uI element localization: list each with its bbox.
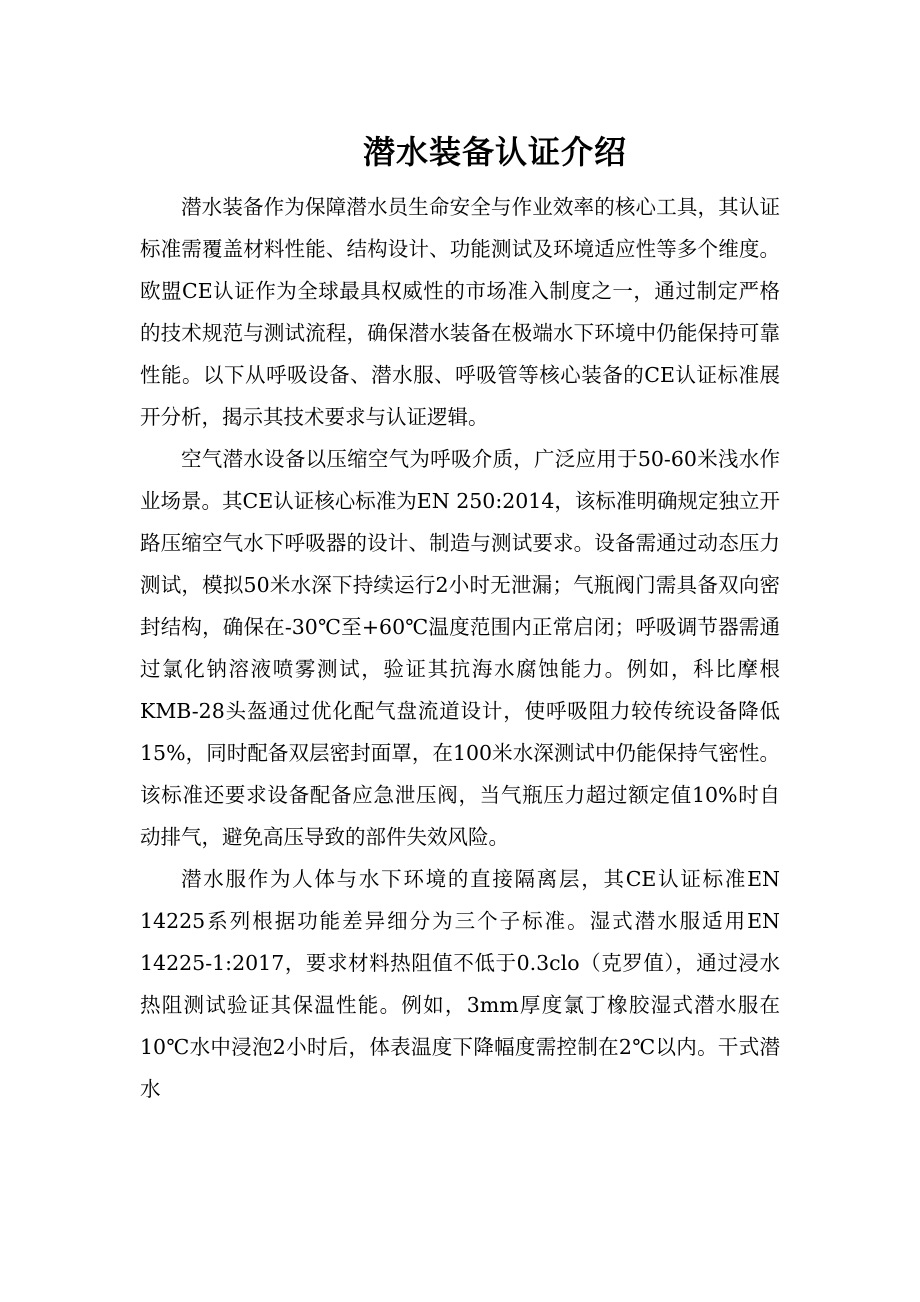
paragraph-2: 空气潜水设备以压缩空气为呼吸介质，广泛应用于50-60米浅水作业场景。其CE认证核心标准为EN 250:2014，该标准明确规定独立开路压缩空气水下呼吸器的设计、制造与测试要求。设备需通过动态压力测试，模拟50米水深下持续运行2小时无泄漏；气瓶阀门需具备双向密封结构，确保在-30℃至+60℃温度范围内正常启闭；呼吸调节器需通过氯化钠溶液喷雾测试，验证其抗海水腐蚀能力。例如，科比摩根KMB-28头盔通过优化配气盘流道设计，使呼吸阻力较传统设备降低15%，同时配备双层密封面罩，在100米水深测试中仍能保持气密性。该标准还要求设备配备应急泄压阀，当气瓶压力超过额定值10%时自动排气，避免高压导致的部件失效风险。 — [140, 447, 780, 849]
paragraph-3: 潜水服作为人体与水下环境的直接隔离层，其CE认证标准EN 14225系列根据功能差异细分为三个子标准。湿式潜水服适用EN 14225-1:2017，要求材料热阻值不低于0.3clo（克罗值），通过浸水热阻测试验证其保温性能。例如，3mm厚度氯丁橡胶湿式潜水服在10℃水中浸泡2小时后，体表温度下降幅度需控制在2℃以内。干式潜水 — [140, 867, 780, 1101]
document-body — [140, 186, 780, 1110]
paragraph-1: 潜水装备作为保障潜水员生命安全与作业效率的核心工具，其认证标准需覆盖材料性能、结构设计、功能测试及环境适应性等多个维度。欧盟CE认证作为全球最具权威性的市场准入制度之一，通过制定严格的技术规范与测试流程，确保潜水装备在极端水下环境中仍能保持可靠性能。以下从呼吸设备、潜水服、呼吸管等核心装备的CE认证标准展开分析，揭示其技术要求与认证逻辑。 — [140, 195, 780, 429]
document-title: 潜水装备认证介绍 — [362, 133, 627, 171]
